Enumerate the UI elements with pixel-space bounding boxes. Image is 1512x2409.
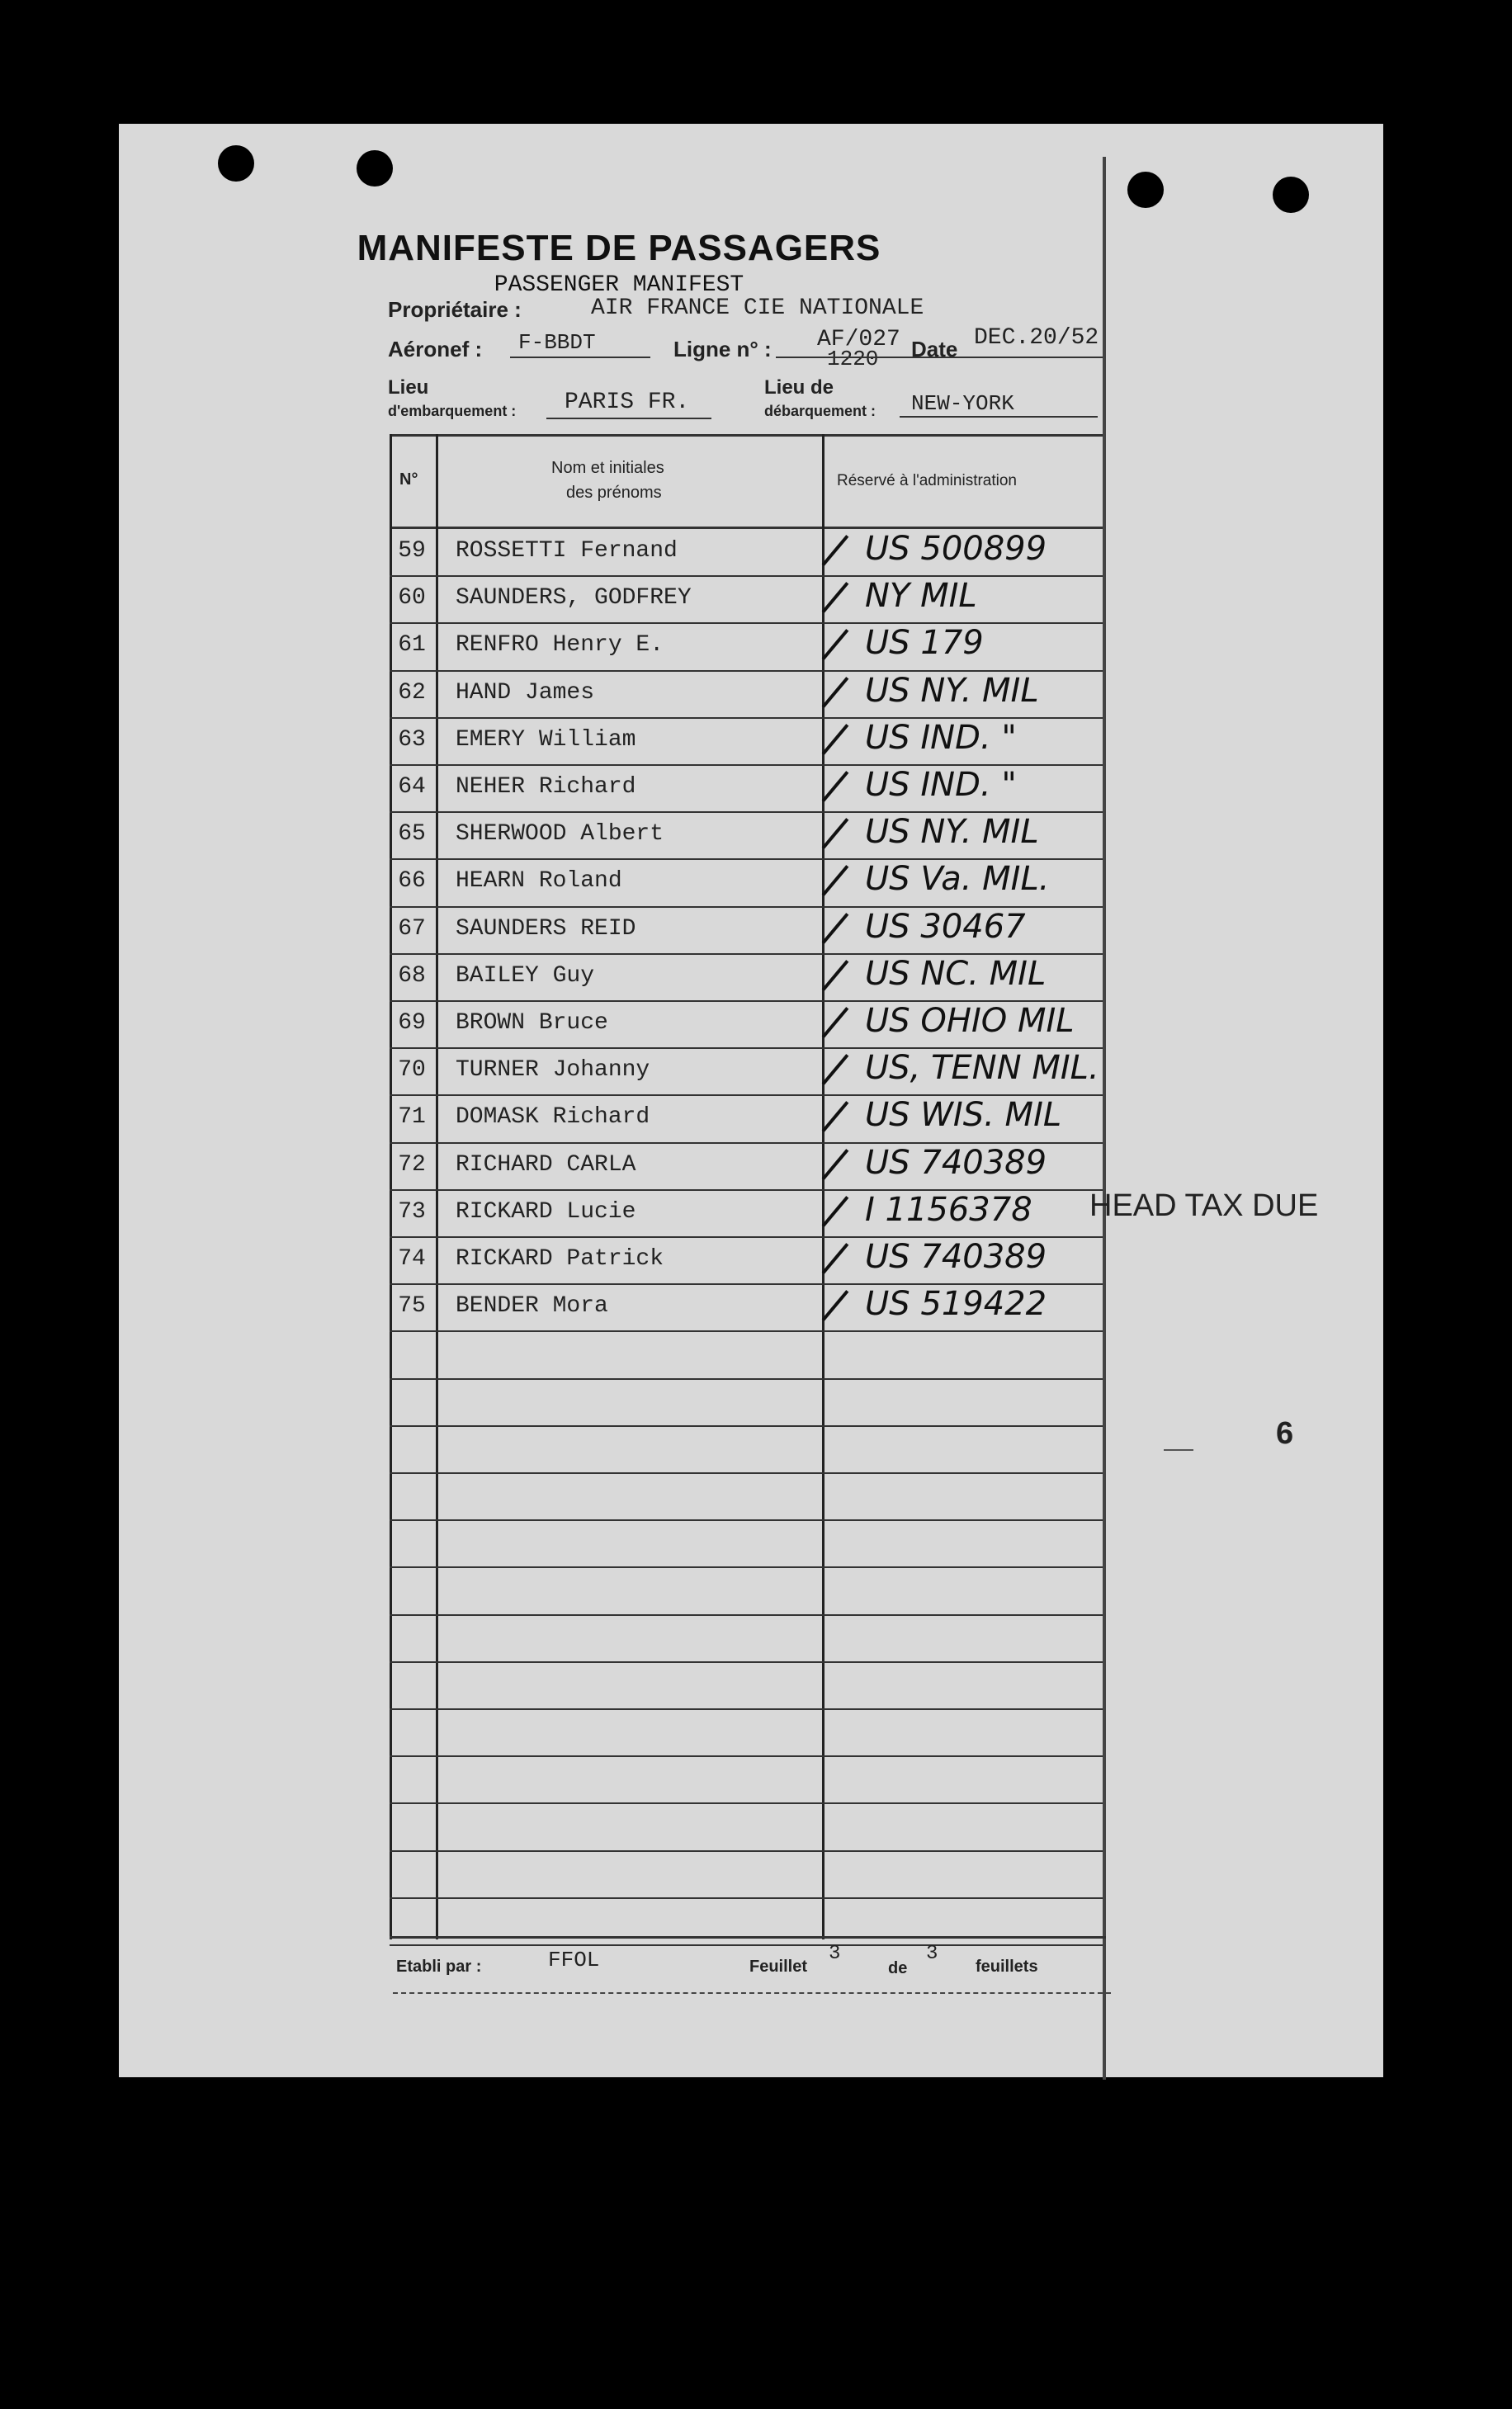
row-number: 63 — [398, 726, 426, 753]
row-number: 66 — [398, 868, 426, 895]
table-row-rule — [390, 1566, 1103, 1568]
date-label: Date — [911, 337, 958, 361]
row-number: 64 — [398, 774, 426, 800]
passenger-name: RICKARD Lucie — [456, 1198, 636, 1225]
table-row-rule — [390, 1519, 1103, 1521]
disembark-label-1: Lieu de — [764, 376, 834, 399]
footer-dashed-rule — [393, 1992, 1111, 1994]
table-row-rule — [390, 1661, 1103, 1663]
table-right-border — [1103, 157, 1106, 2080]
sheet-label: Feuillet — [749, 1958, 808, 1976]
row-number: 60 — [398, 585, 426, 612]
admin-note: US 740389 — [865, 1143, 1047, 1182]
table-row-rule — [390, 1708, 1103, 1710]
table-row-rule — [390, 1755, 1103, 1757]
table-row-rule — [390, 1330, 1103, 1332]
admin-note: US WIS. MIL — [865, 1096, 1062, 1135]
aircraft-value: F-BBDT — [518, 330, 596, 355]
embark-label-1: Lieu — [388, 376, 429, 399]
owner-value: AIR FRANCE CIE NATIONALE — [591, 295, 924, 321]
date-value: DEC.20/52 — [974, 325, 1099, 351]
sheet-value: 3 — [829, 1943, 841, 1965]
row-number: 62 — [398, 679, 426, 706]
row-number: 68 — [398, 962, 426, 989]
page-number: 6 — [1276, 1416, 1294, 1451]
embark-label-2: d'embarquement : — [388, 403, 517, 419]
admin-note: US 500899 — [865, 530, 1047, 568]
dash-mark — [1164, 1449, 1193, 1451]
aircraft-label: Aéronef : — [388, 337, 483, 361]
aircraft-underline — [510, 357, 650, 358]
punch-hole-1 — [218, 145, 254, 182]
passenger-name: BAILEY Guy — [456, 962, 595, 989]
passenger-name: ROSSETTI Fernand — [456, 538, 678, 564]
passenger-name: RICHARD CARLA — [456, 1151, 636, 1178]
row-number: 74 — [398, 1246, 426, 1272]
col-header-name-2: des prénoms — [566, 484, 662, 502]
embark-value: PARIS FR. — [565, 390, 690, 415]
admin-note: US IND. " — [865, 766, 1017, 804]
established-label: Etabli par : — [396, 1958, 482, 1976]
table-row-rule — [390, 1850, 1103, 1852]
passenger-name: BENDER Mora — [456, 1293, 608, 1320]
table-row-rule — [390, 1614, 1103, 1616]
col-header-no: N° — [399, 470, 418, 489]
row-number: 65 — [398, 821, 426, 848]
line-value-2: 1220 — [827, 347, 879, 371]
table-row-rule — [390, 1944, 1103, 1946]
row-number: 73 — [398, 1198, 426, 1225]
col-header-admin: Réservé à l'administration — [837, 472, 1017, 489]
row-number: 70 — [398, 1057, 426, 1084]
table-row-rule — [390, 1897, 1103, 1899]
document-subtitle: PASSENGER MANIFEST — [494, 272, 744, 298]
table-row-rule — [390, 575, 1103, 577]
table-row-rule — [390, 1425, 1103, 1427]
date-underline — [776, 357, 1106, 358]
passenger-name: SHERWOOD Albert — [456, 821, 664, 848]
of-label: de — [888, 1959, 908, 1977]
table-left-border — [390, 434, 392, 1939]
row-number: 59 — [398, 538, 426, 564]
row-number: 71 — [398, 1104, 426, 1131]
admin-note: NY MIL — [865, 577, 977, 616]
line-label: Ligne n° : — [673, 337, 772, 361]
row-number: 69 — [398, 1010, 426, 1036]
passenger-name: HEARN Roland — [456, 868, 622, 895]
table-col-divider-1 — [436, 434, 438, 1939]
row-number: 67 — [398, 915, 426, 942]
admin-note: US IND. " — [865, 718, 1017, 757]
col-header-name-1: Nom et initiales — [551, 459, 664, 477]
passenger-name: HAND James — [456, 679, 595, 706]
passenger-name: SAUNDERS, GODFREY — [456, 585, 692, 612]
line-value: AF/027 — [817, 327, 900, 352]
passenger-name: BROWN Bruce — [456, 1010, 608, 1036]
of-value: 3 — [926, 1943, 938, 1965]
owner-label: Propriétaire : — [388, 297, 522, 322]
admin-note: US 740389 — [865, 1238, 1047, 1276]
passenger-name: EMERY William — [456, 726, 636, 753]
disembark-label-2: débarquement : — [764, 403, 876, 419]
punch-hole-3 — [1127, 172, 1164, 208]
table-row-rule — [390, 1472, 1103, 1474]
manifest-paper — [119, 124, 1383, 2077]
table-header-border — [390, 527, 1106, 529]
punch-hole-4 — [1273, 177, 1309, 213]
admin-note: US Va. MIL. — [865, 860, 1050, 899]
disembark-underline — [900, 416, 1098, 418]
document-title: MANIFESTE DE PASSAGERS — [357, 228, 881, 268]
admin-note: US OHIO MIL — [865, 1002, 1075, 1040]
admin-note: US, TENN MIL. — [865, 1049, 1099, 1088]
embark-underline — [546, 418, 711, 419]
passenger-name: SAUNDERS REID — [456, 915, 636, 942]
row-number: 61 — [398, 632, 426, 659]
passenger-name: TURNER Johanny — [456, 1057, 650, 1084]
punch-hole-2 — [357, 150, 393, 187]
row-number: 75 — [398, 1293, 426, 1320]
row-number: 72 — [398, 1151, 426, 1178]
table-bottom-border — [390, 1936, 1106, 1939]
passenger-name: RICKARD Patrick — [456, 1246, 664, 1272]
admin-note: US NC. MIL — [865, 954, 1047, 993]
admin-note: US 519422 — [865, 1285, 1047, 1324]
admin-note: US 30467 — [865, 907, 1026, 946]
sheets-label: feuillets — [976, 1958, 1038, 1976]
established-value: FFOL — [548, 1948, 600, 1972]
table-row-rule — [390, 622, 1103, 624]
admin-note: US NY. MIL — [865, 813, 1039, 852]
disembark-value: NEW-YORK — [911, 391, 1014, 416]
admin-note: I 1156378 — [865, 1190, 1032, 1229]
table-top-border — [390, 434, 1106, 437]
passenger-name: DOMASK Richard — [456, 1104, 650, 1131]
passenger-name: NEHER Richard — [456, 774, 636, 800]
admin-note: US 179 — [865, 624, 984, 663]
table-row-rule — [390, 1378, 1103, 1380]
passenger-name: RENFRO Henry E. — [456, 632, 664, 659]
table-row-rule — [390, 1802, 1103, 1804]
admin-note: US NY. MIL — [865, 671, 1039, 710]
head-tax-note: HEAD TAX DUE — [1089, 1188, 1319, 1223]
